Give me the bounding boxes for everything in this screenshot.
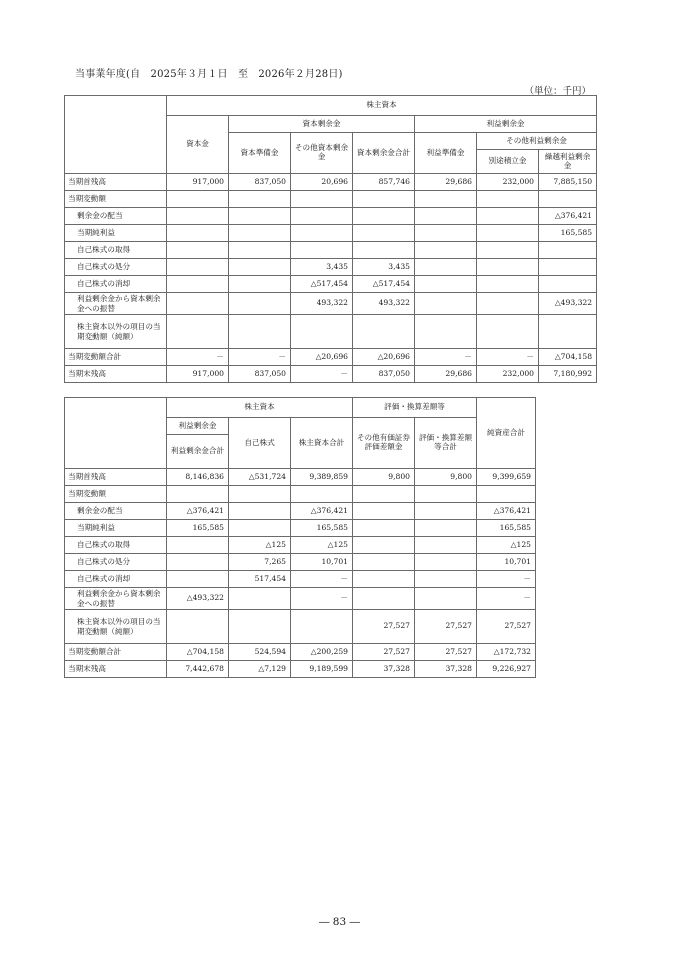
value-cell: 917,000 [167, 174, 229, 191]
table-row [65, 315, 597, 349]
value-cell [291, 208, 353, 225]
value-cell [477, 242, 539, 259]
value-cell [229, 276, 291, 293]
value-cell: 857,746 [353, 174, 415, 191]
value-cell [229, 191, 291, 208]
value-cell [167, 276, 229, 293]
value-cell: 20,696 [291, 174, 353, 191]
value-cell [291, 242, 353, 259]
value-cell [167, 259, 229, 276]
value-cell: △531,724 [229, 469, 291, 486]
value-cell: △517,454 [353, 276, 415, 293]
value-cell: － [477, 571, 536, 588]
value-cell: △376,421 [167, 503, 229, 520]
value-cell [291, 610, 353, 644]
value-cell: 917,000 [167, 366, 229, 383]
value-cell [353, 191, 415, 208]
value-cell [229, 259, 291, 276]
value-cell [353, 571, 415, 588]
value-cell: △517,454 [291, 276, 353, 293]
row-label: 株主資本以外の項目の当期変動額（純額） [65, 315, 167, 349]
value-cell [229, 315, 291, 349]
header-shareholders-equity: 株主資本 [167, 96, 597, 116]
unit-label: （単位：千円） [524, 86, 591, 97]
value-cell: － [477, 588, 536, 610]
value-cell [167, 554, 229, 571]
header2-securities-valuation: その他有価証券評価差額金 [353, 418, 415, 469]
value-cell [415, 276, 477, 293]
value-cell [229, 486, 291, 503]
row-label: 自己株式の処分 [65, 259, 167, 276]
header-capital-surplus-total: 資本剰余金合計 [353, 133, 415, 174]
value-cell [415, 191, 477, 208]
row-label: 自己株式の取得 [65, 242, 167, 259]
value-cell [539, 276, 597, 293]
header2-retained-earnings-total: 利益剰余金合計 [167, 435, 229, 469]
value-cell [415, 537, 477, 554]
value-cell [353, 588, 415, 610]
row-label: 当期首残高 [65, 174, 167, 191]
value-cell [291, 225, 353, 242]
table-row [65, 259, 597, 276]
value-cell: 8,146,836 [167, 469, 229, 486]
value-cell [229, 293, 291, 315]
value-cell: － [167, 349, 229, 366]
value-cell: 232,000 [477, 174, 539, 191]
value-cell [415, 315, 477, 349]
table-row [65, 610, 536, 644]
value-cell: 37,328 [353, 661, 415, 678]
row-label: 当期変動額 [65, 191, 167, 208]
value-cell: 7,265 [229, 554, 291, 571]
row-label: 自己株式の処分 [65, 554, 167, 571]
value-cell [477, 293, 539, 315]
header-retained-earnings: 利益剰余金 [415, 116, 597, 133]
value-cell: － [229, 349, 291, 366]
value-cell: 9,800 [353, 469, 415, 486]
row-label: 当期変動額合計 [65, 644, 167, 661]
table-row [65, 520, 536, 537]
value-cell [353, 486, 415, 503]
header-capital-stock: 資本金 [167, 116, 229, 174]
value-cell: △20,696 [353, 349, 415, 366]
value-cell: 29,686 [415, 366, 477, 383]
value-cell [353, 537, 415, 554]
value-cell: 27,527 [477, 610, 536, 644]
value-cell [353, 242, 415, 259]
value-cell [415, 293, 477, 315]
value-cell: 165,585 [539, 225, 597, 242]
header-capital-reserve: 資本準備金 [229, 133, 291, 174]
row-label: 当期末残高 [65, 366, 167, 383]
header-other-retained-earnings: その他利益剰余金 [477, 133, 597, 150]
value-cell: 517,454 [229, 571, 291, 588]
value-cell [477, 276, 539, 293]
value-cell [353, 503, 415, 520]
value-cell: 837,050 [229, 174, 291, 191]
header-general-reserve: 別途積立金 [477, 150, 539, 174]
value-cell: △376,421 [291, 503, 353, 520]
header2-net-assets-total: 純資産合計 [477, 398, 536, 469]
value-cell [353, 520, 415, 537]
header2-treasury-stock: 自己株式 [229, 418, 291, 469]
value-cell: 9,189,599 [291, 661, 353, 678]
row-label: 当期変動額 [65, 486, 167, 503]
statement-heading: 当事業年度(自 2025年３月１日 至 2026年２月28日) [75, 69, 343, 80]
value-cell [415, 259, 477, 276]
value-cell: △20,696 [291, 349, 353, 366]
value-cell: △125 [229, 537, 291, 554]
row-label: 当期純利益 [65, 520, 167, 537]
value-cell: 37,328 [415, 661, 477, 678]
value-cell: △7,129 [229, 661, 291, 678]
value-cell [167, 610, 229, 644]
value-cell [167, 537, 229, 554]
value-cell [415, 554, 477, 571]
value-cell [229, 225, 291, 242]
header2-shareholders-equity: 株主資本 [167, 398, 353, 418]
row-label: 当期純利益 [65, 225, 167, 242]
value-cell [415, 208, 477, 225]
value-cell: － [291, 571, 353, 588]
value-cell: 7,180,992 [539, 366, 597, 383]
value-cell [291, 191, 353, 208]
row-label: 剰余金の配当 [65, 503, 167, 520]
value-cell: 165,585 [167, 520, 229, 537]
table-row [65, 293, 597, 315]
value-cell [291, 486, 353, 503]
row-label: 自己株式の取得 [65, 537, 167, 554]
value-cell [353, 225, 415, 242]
value-cell [477, 486, 536, 503]
value-cell: △125 [477, 537, 536, 554]
table-row [65, 661, 536, 678]
table-row [65, 174, 597, 191]
table-row [65, 571, 536, 588]
value-cell: 9,226,927 [477, 661, 536, 678]
value-cell [539, 315, 597, 349]
table-row [65, 242, 597, 259]
value-cell [229, 503, 291, 520]
header2-valuation-total: 評価・換算差額等合計 [415, 418, 477, 469]
row-label: 当期首残高 [65, 469, 167, 486]
value-cell: △376,421 [477, 503, 536, 520]
row-label: 当期変動額合計 [65, 349, 167, 366]
table-row [65, 208, 597, 225]
value-cell [415, 503, 477, 520]
value-cell [167, 242, 229, 259]
value-cell [229, 520, 291, 537]
value-cell [353, 208, 415, 225]
value-cell: △704,158 [167, 644, 229, 661]
table-row [65, 537, 536, 554]
value-cell: 3,435 [291, 259, 353, 276]
value-cell: 7,885,150 [539, 174, 597, 191]
value-cell [167, 225, 229, 242]
value-cell: 27,527 [415, 644, 477, 661]
table-row [65, 486, 536, 503]
value-cell [167, 571, 229, 588]
value-cell [477, 208, 539, 225]
table-row [65, 554, 536, 571]
value-cell: △200,259 [291, 644, 353, 661]
value-cell [477, 259, 539, 276]
header2-valuation: 評価・換算差額等 [353, 398, 477, 418]
value-cell [415, 242, 477, 259]
table-row [65, 349, 597, 366]
value-cell [415, 588, 477, 610]
value-cell: 837,050 [353, 366, 415, 383]
value-cell [353, 554, 415, 571]
value-cell: 29,686 [415, 174, 477, 191]
value-cell [477, 225, 539, 242]
value-cell: 524,594 [229, 644, 291, 661]
value-cell [477, 315, 539, 349]
row-label: 利益剰余金から資本剰余金への振替 [65, 588, 167, 610]
value-cell: 837,050 [229, 366, 291, 383]
header-retained-carried-forward: 繰越利益剰余金 [539, 150, 597, 174]
value-cell [353, 315, 415, 349]
value-cell [415, 571, 477, 588]
equity-changes-table-1 [64, 95, 597, 383]
value-cell [167, 293, 229, 315]
value-cell: △493,322 [167, 588, 229, 610]
row-label: 利益剰余金から資本剰余金への振替 [65, 293, 167, 315]
value-cell: 9,389,859 [291, 469, 353, 486]
value-cell [229, 588, 291, 610]
value-cell [167, 191, 229, 208]
table-row [65, 276, 597, 293]
value-cell: － [291, 588, 353, 610]
value-cell: 3,435 [353, 259, 415, 276]
value-cell [539, 242, 597, 259]
value-cell: △493,322 [539, 293, 597, 315]
value-cell [229, 242, 291, 259]
value-cell [291, 315, 353, 349]
value-cell [477, 191, 539, 208]
row-label: 自己株式の消却 [65, 571, 167, 588]
value-cell [415, 520, 477, 537]
value-cell: 27,527 [353, 610, 415, 644]
table-row [65, 191, 597, 208]
table-row [65, 644, 536, 661]
value-cell [415, 225, 477, 242]
value-cell: 27,527 [353, 644, 415, 661]
value-cell: － [291, 366, 353, 383]
value-cell [539, 191, 597, 208]
value-cell [539, 259, 597, 276]
table-row [65, 503, 536, 520]
table-row [65, 225, 597, 242]
value-cell: － [477, 349, 539, 366]
value-cell: － [415, 349, 477, 366]
header-legal-reserve: 利益準備金 [415, 133, 477, 174]
value-cell: △172,732 [477, 644, 536, 661]
page-number: ― 83 ― [318, 916, 361, 928]
value-cell: 9,800 [415, 469, 477, 486]
row-label: 剰余金の配当 [65, 208, 167, 225]
value-cell: 493,322 [353, 293, 415, 315]
value-cell: 7,442,678 [167, 661, 229, 678]
row-label-header [65, 96, 167, 174]
row-label-header-2 [65, 398, 167, 469]
value-cell: 27,527 [415, 610, 477, 644]
table-row [65, 469, 536, 486]
header-capital-surplus: 資本剰余金 [229, 116, 415, 133]
value-cell: 9,399,659 [477, 469, 536, 486]
value-cell: △376,421 [539, 208, 597, 225]
header2-shareholders-equity-total: 株主資本合計 [291, 418, 353, 469]
value-cell [167, 486, 229, 503]
value-cell: △704,158 [539, 349, 597, 366]
value-cell: 10,701 [477, 554, 536, 571]
header2-retained-earnings: 利益剰余金 [167, 418, 229, 435]
value-cell: 493,322 [291, 293, 353, 315]
row-label: 自己株式の消却 [65, 276, 167, 293]
value-cell [229, 208, 291, 225]
value-cell [167, 315, 229, 349]
header-other-capital-surplus: その他資本剰余金 [291, 133, 353, 174]
value-cell [167, 208, 229, 225]
value-cell: 232,000 [477, 366, 539, 383]
value-cell [415, 486, 477, 503]
value-cell: 165,585 [477, 520, 536, 537]
value-cell [229, 610, 291, 644]
row-label: 当期末残高 [65, 661, 167, 678]
table-row [65, 588, 536, 610]
row-label: 株主資本以外の項目の当期変動額（純額） [65, 610, 167, 644]
table-row [65, 366, 597, 383]
value-cell: △125 [291, 537, 353, 554]
value-cell: 165,585 [291, 520, 353, 537]
equity-changes-table-2 [64, 397, 536, 678]
value-cell: 10,701 [291, 554, 353, 571]
